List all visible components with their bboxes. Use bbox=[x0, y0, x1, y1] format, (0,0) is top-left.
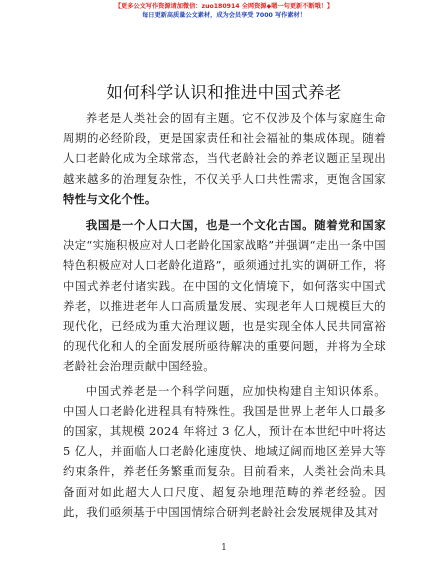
page-number: 1 bbox=[221, 543, 227, 553]
promo-banner bbox=[0, 2, 448, 20]
paragraph-science-question: 中国式养老是一个科学问题，应加快构建自主知识体系。中国人口老龄化进程具有特殊性。我国是世界上老年人口最多的国家，其规模 2024 年将过 3 亿人，预计在本世纪中叶将达 5 亿人，并面临人口老龄化速度快、地域辽阔而地区差异大等约束条件，养老任务繁重而复杂。目前看来，人类社会尚未具备面对如此超大人口尺度、超复杂地理范畴的养老经验。因此，我们亟须基于中国国情综合研判老龄社会发展规律及其对 bbox=[63, 383, 386, 519]
document-body bbox=[63, 108, 386, 522]
promo-line-contact: 【更多公文写作资源请加微信：zuo180914 全网资源◆嗯一句更新不断哦！】 bbox=[114, 3, 334, 10]
paragraph-national-text: 决定“实施积极应对人口老龄化国家战略”并强调“走出一条中国特色积极应对人口老龄化道路”，亟须通过扎实的调研工作，将中国式养老付诸实践。在中国的文化情境下，如何落实中国式养老，以推进老年人口高质量发展、实现老年人口规模巨大的现代化，已经成为重大治理议题，也是实现全体人民共同富裕的现代化和人的全面发展所亟待解决的重要问题，并将为全球老龄社会治理贡献中国经验。 bbox=[63, 238, 386, 374]
promo-line-membership: 每日更新高质量公文素材，成为会员享受 7000 写作素材！ bbox=[142, 12, 306, 19]
paragraph-intro-bold-tail: 特性与文化个性。 bbox=[63, 191, 157, 206]
paragraph-intro-text: 养老是人类社会的固有主题。它不仅涉及个体与家庭生命周期的必经阶段，更是国家责任和社会福祉的集成体现。随着人口老龄化成为全球常态，当代老龄社会的养老议题正呈现出越来越多的治理复杂性，不仅关乎人口共性需求，更饱含国家 bbox=[63, 111, 386, 186]
paragraph-national-context bbox=[63, 215, 386, 377]
document-title: 如何科学认识和推进中国式养老 bbox=[106, 83, 342, 102]
paragraph-intro bbox=[63, 108, 386, 209]
paragraph-national-bold-lead: 我国是一个人口大国，也是一个文化古国。随着党和国家 bbox=[85, 218, 386, 233]
